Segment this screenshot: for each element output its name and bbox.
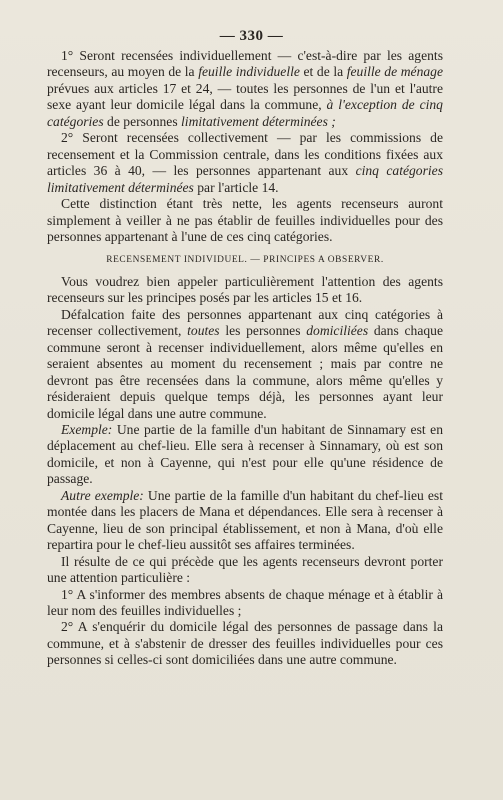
italic-text: domiciliées	[306, 323, 369, 339]
italic-text: feuille individuelle	[198, 64, 300, 80]
italic-text: Autre exemple:	[61, 487, 144, 503]
italic-text: cinq catégories limitativement déterminées	[47, 163, 443, 195]
italic-text: toutes	[187, 323, 220, 339]
text-run: Cette distinction étant très nette, les agents recenseurs auront simplement à veiller à ne pas établir de feuilles individuelles pour des personnes appartenant à l'une de ces cinq catégories.	[47, 196, 443, 244]
text-run: Une partie de la famille d'un habitant de Sinnamary est en déplacement au chef-lieu. Elle sera à recenser à Sinnamary, où est son domicile, et non à Cayenne, qui n'est pour elle qu'une résidence de passage.	[47, 421, 443, 487]
paragraph	[47, 196, 443, 245]
body-text	[47, 48, 443, 669]
paragraph	[47, 422, 443, 488]
paragraph	[47, 488, 443, 554]
italic-text: à l'exception de cinq catégories	[47, 97, 443, 129]
text-run: les personnes	[219, 323, 307, 339]
text-run: Une partie de la famille d'un habitant du chef-lieu est montée dans les placers de Mana et dépendances. Elle sera à recenser à Cayenne, lieu de son principal établissement, et non à Mana, d'où elle repartira pour le chef-lieu aussitôt ses affaires terminées.	[47, 487, 444, 553]
paragraph	[47, 130, 443, 196]
text-run: Vous voudrez bien appeler particulièrement l'attention des agents recenseurs sur les principes posés par les articles 15 et 16.	[47, 273, 443, 306]
text-run: 1° Seront recensées individuellement — c'est-à-dire par les agents recenseurs, au moyen de la	[47, 48, 443, 80]
paragraph	[47, 587, 443, 620]
text-run: Défalcation faite des personnes appartenant aux cinq catégories à recenser collectivement,	[47, 306, 443, 339]
italic-text: feuille de ménage	[346, 64, 443, 80]
paragraph	[47, 619, 443, 668]
paragraph	[47, 307, 443, 422]
text-run: dans chaque commune seront à recenser individuellement, alors même qu'elles en seraient absentes au moment du recensement ; mais par contre ne devront pas être recensées dans la commune, alors même qu'elles y résideraient depuis quelque temps déjà, les personnes ayant leur domicile légal dans une autre commune.	[47, 323, 443, 421]
italic-text: limitativement déterminées ;	[181, 113, 336, 129]
paragraph	[47, 274, 443, 307]
text-run: Il résulte de ce qui précède que les agents recenseurs devront porter une attention particulière :	[47, 553, 443, 586]
text-run: 2° A s'enquérir du domicile légal des personnes de passage dans la commune, et à s'abstenir de dresser des feuilles individuelles pour ces personnes si celles-ci sont domiciliées dans une autre commune.	[47, 619, 443, 668]
text-run: et de la	[299, 64, 347, 80]
text-run: prévues aux articles 17 et 24, — toutes les personnes de l'un et l'autre sexe ayant leur domicile légal dans la commune,	[47, 80, 443, 113]
text-run: de personnes	[103, 113, 182, 129]
text-run: 1° A s'informer des membres absents de chaque ménage et à établir à leur nom des feuilles individuelles ;	[47, 586, 443, 618]
paragraph	[47, 48, 443, 130]
text-run: 2° Seront recensées collectivement — par les commissions de recensement et la Commission centrale, dans les conditions fixées aux articles 36 à 40, — les personnes appartenant aux	[47, 130, 443, 179]
paragraph	[47, 554, 443, 587]
italic-text: Exemple:	[61, 421, 113, 437]
text-run: par l'article 14.	[193, 179, 279, 195]
section-heading: RECENSEMENT INDIVIDUEL. — PRINCIPES A OBSERVER.	[106, 255, 384, 266]
page-number: — 330 —	[219, 28, 284, 44]
